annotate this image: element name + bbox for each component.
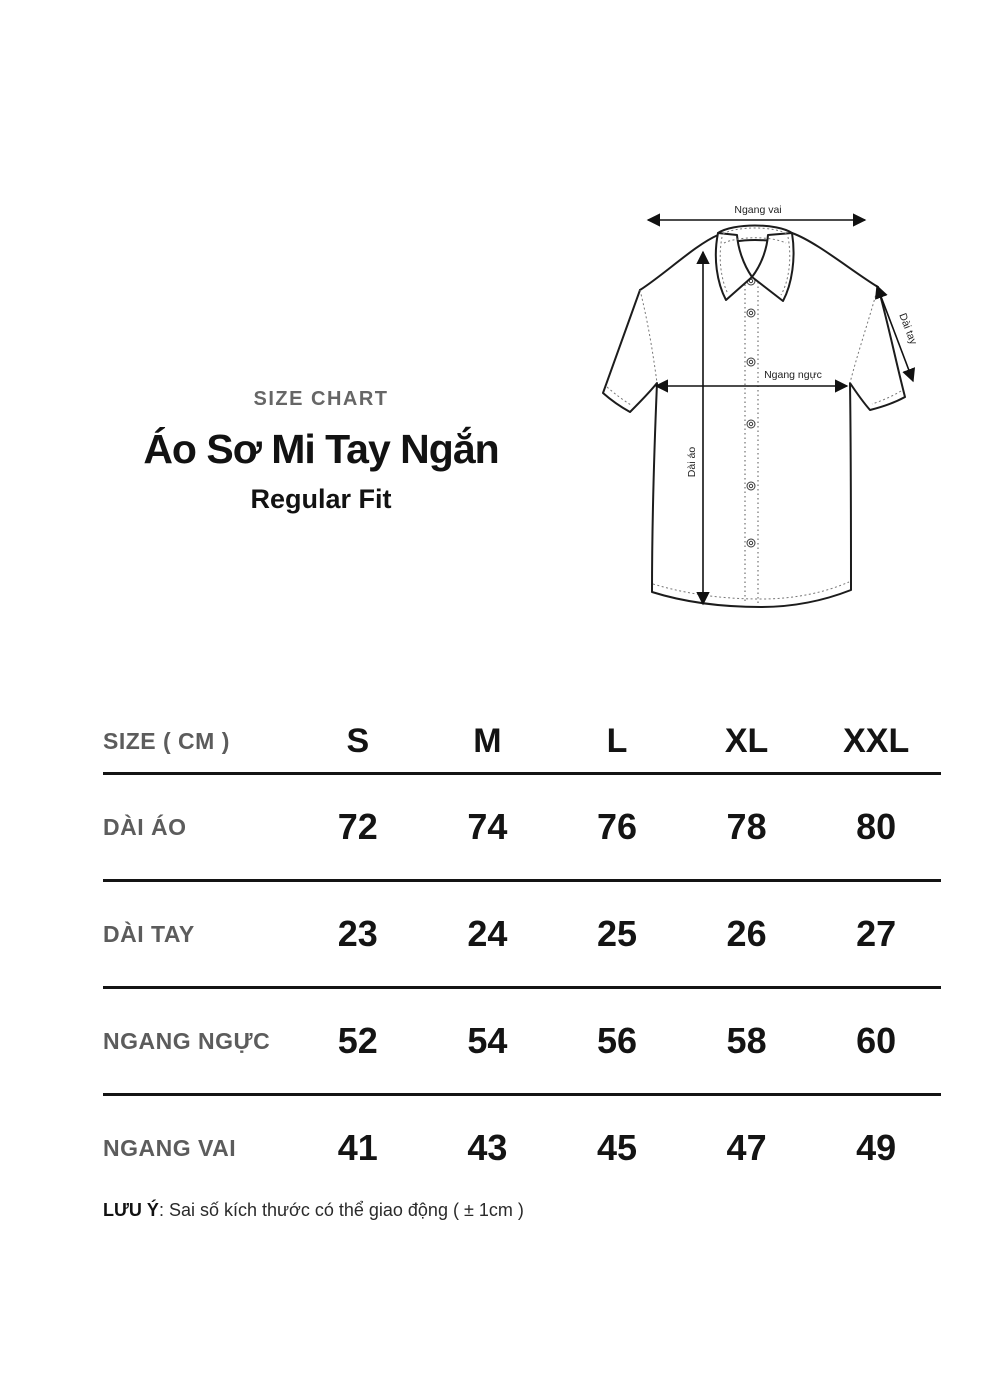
size-value-cell: 23 [337,913,378,954]
footnote-label: LƯU Ý [103,1200,159,1220]
size-value-cell: 80 [856,806,897,847]
row-label: DÀI TAY [103,920,195,947]
size-column-s: S [346,721,370,760]
size-value-cell: 60 [856,1020,897,1061]
section-label: SIZE CHART [253,388,389,410]
row-label: NGANG VAI [103,1134,237,1161]
size-value-cell: 49 [856,1127,897,1168]
shirt-length-label: Dài áo [686,446,698,478]
row-label: DÀI ÁO [103,813,187,840]
sleeve-length-label: Dài tay [896,311,920,347]
size-value-cell: 76 [596,806,637,847]
size-column-xxl: XXL [843,721,910,760]
size-value-cell: 41 [337,1127,378,1168]
footnote-text: : Sai số kích thước có thể giao động ( ± 1cm ) [158,1200,524,1220]
size-value-cell: 78 [726,806,767,847]
table-header-row [103,710,941,775]
table-row-sleeve-length [103,882,941,989]
table-row-chest-width [103,989,941,1096]
product-title: Áo Sơ Mi Tay Ngắn [143,426,499,472]
chest-width-label: Ngang ngực [764,369,822,381]
size-value-cell: 45 [596,1127,637,1168]
size-value-cell: 52 [337,1020,378,1061]
size-unit-label: SIZE ( CM ) [103,727,230,754]
shirt-measurement-diagram [595,190,940,625]
size-value-cell: 72 [337,806,378,847]
size-value-cell: 54 [467,1020,508,1061]
size-column-xl: XL [724,721,769,760]
title-block [0,388,642,515]
size-value-cell: 47 [726,1127,767,1168]
size-column-l: L [606,721,628,760]
row-label: NGANG NGỰC [103,1027,271,1054]
size-value-cell: 56 [596,1020,637,1061]
table-row-shoulder-width [103,1096,941,1200]
size-value-cell: 26 [726,913,767,954]
size-value-cell: 24 [467,913,508,954]
size-value-cell: 58 [726,1020,767,1061]
table-row-shirt-length [103,775,941,882]
size-value-cell: 27 [856,913,897,954]
fit-subtitle: Regular Fit [250,484,392,515]
shoulder-width-label: Ngang vai [734,204,782,216]
size-value-cell: 43 [467,1127,508,1168]
size-value-cell: 74 [467,806,508,847]
size-value-cell: 25 [596,913,637,954]
size-table [103,710,941,1200]
size-column-m: M [473,721,502,760]
shirt-outline [603,233,905,607]
footnote [103,1200,524,1221]
